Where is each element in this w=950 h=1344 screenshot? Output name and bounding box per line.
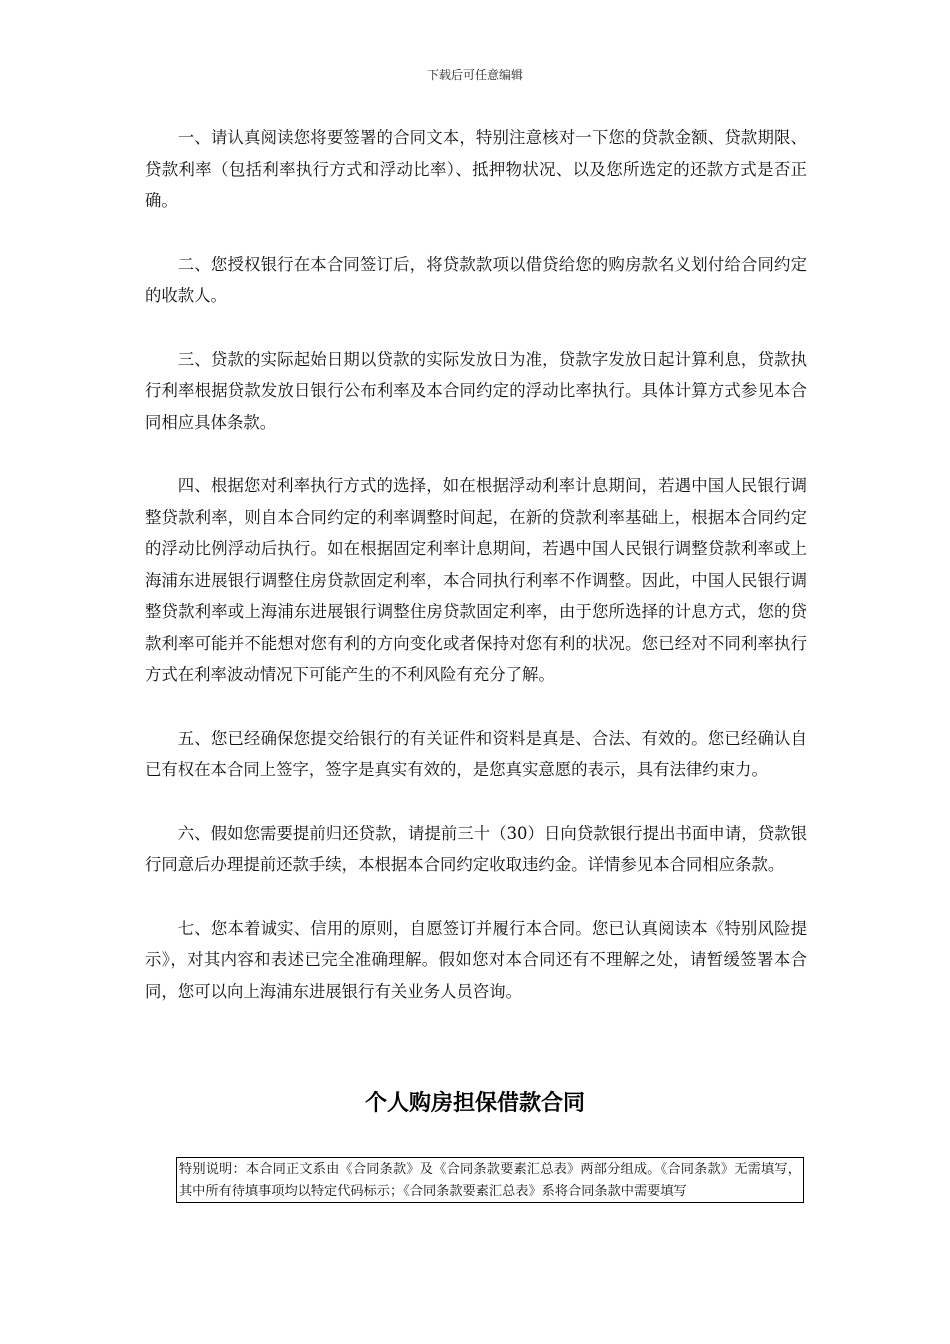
- risk-notice-body: [145, 122, 807, 1039]
- paragraph-5: 五、您已经确保您提交给银行的有关证件和资料是真是、合法、有效的。您已经确认自已有权在本合同上签字，签字是真实有效的，是您真实意愿的表示，具有法律约束力。: [145, 728, 807, 779]
- special-notice-box: 特别说明：本合同正文系由《合同条款》及《合同条款要素汇总表》两部分组成。《合同条款》无需填写，其中所有待填事项均以特定代码标示；《合同条款要素汇总表》系将合同条款中需要填写: [176, 1157, 804, 1203]
- page-header: 下载后可任意编辑: [426, 68, 523, 82]
- paragraph-4: 四、根据您对利率执行方式的选择，如在根据浮动利率计息期间，若遇中国人民银行调整贷款利率，则自本合同约定的利率调整时间起，在新的贷款利率基础上，根据本合同约定的浮动比例浮动后执行。如在根据固定利率计息期间，若遇中国人民银行调整贷款利率或上海浦东进展银行调整住房贷款固定利率，本合同执行利率不作调整。因此，中国人民银行调整贷款利率或上海浦东进展银行调整住房贷款固定利率，由于您所选择的计息方式，您的贷款利率可能并不能想对您有利的方向变化或者保持对您有利的状况。您已经对不同利率执行方式在利率波动情况下可能产生的不利风险有充分了解。: [145, 476, 807, 684]
- paragraph-3: 三、贷款的实际起始日期以贷款的实际发放日为准，贷款字发放日起计算利息，贷款执行利率根据贷款发放日银行公布利率及本合同约定的浮动比率执行。具体计算方式参见本合同相应具体条款。: [145, 349, 807, 432]
- contract-title: 个人购房担保借款合同: [364, 1091, 585, 1116]
- paragraph-7: 七、您本着诚实、信用的原则，自愿签订并履行本合同。您已认真阅读本《特别风险提示》，对其内容和表述已完全准确理解。假如您对本合同还有不理解之处，请暂缓签署本合同，您可以向上海浦东进展银行有关业务人员咨询。: [145, 918, 807, 1001]
- paragraph-6: 六、假如您需要提前归还贷款，请提前三十（30）日向贷款银行提出书面申请，贷款银行同意后办理提前还款手续，本根据本合同约定收取违约金。详情参见本合同相应条款。: [145, 823, 807, 874]
- paragraph-1: 一、请认真阅读您将要签署的合同文本，特别注意核对一下您的贷款金额、贷款期限、贷款利率（包括利率执行方式和浮动比率）、抵押物状况、以及您所选定的还款方式是否正确。: [145, 128, 807, 210]
- paragraph-2: 二、您授权银行在本合同签订后，将贷款款项以借贷给您的购房款名义划付给合同约定的收款人。: [145, 254, 807, 305]
